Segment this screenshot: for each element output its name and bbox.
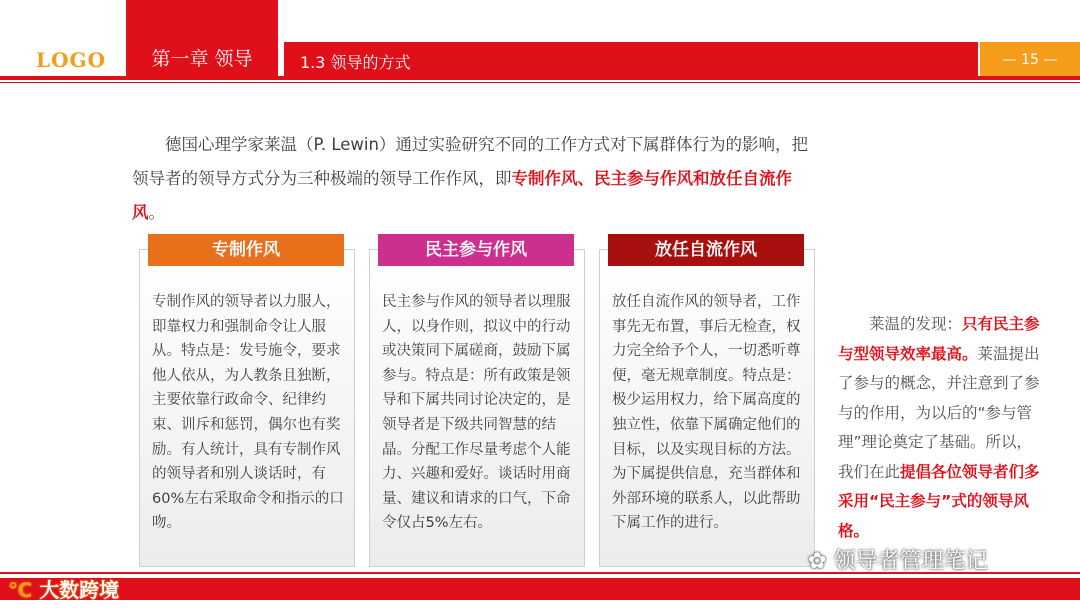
- wechat-icon: ✿: [808, 549, 827, 574]
- page-number: — 15 —: [1002, 52, 1058, 68]
- card-autocratic-title: 专制作风: [148, 234, 344, 266]
- side-note: [838, 310, 1044, 546]
- footer-brand: [8, 574, 119, 603]
- header-divider-thin: [0, 82, 1080, 83]
- logo: LOGO: [36, 48, 106, 72]
- card-laissez-faire-title: 放任自流作风: [608, 234, 804, 266]
- card-democratic-title: 民主参与作风: [378, 234, 574, 266]
- header-divider: [0, 76, 1080, 80]
- intro-end: 。: [148, 203, 165, 222]
- footer-brand-text: 大数跨境: [39, 578, 120, 602]
- side-highlight-2: 提倡各位领导者们多采用“民主参与”式的领导风格。: [838, 462, 1040, 540]
- side-lead: 莱温的发现：: [869, 315, 963, 333]
- watermark: [808, 544, 987, 575]
- footer-bar: [0, 578, 1080, 600]
- side-body: 莱温提出了参与的概念，并注意到了参与的作用，为以后的“参与管理”理论奠定了基础。所以，我们在此: [838, 344, 1040, 481]
- brand-logo-icon: ℃: [8, 578, 33, 602]
- card-democratic-text: 民主参与作风的领导者以理服人，以身作则，拟议中的行动或决策同下属磋商，鼓励下属参与。特点是：所有政策是领导和下属共同讨论决定的，是领导者是下级共同智慧的结晶。分配工作尽量考虑个人能力、兴趣和爱好。谈话时用商量、建议和请求的口气，下命令仅占5%左右。: [382, 294, 571, 532]
- side-highlight-1: 只有民主参与型领导效率最高。: [838, 315, 1040, 363]
- intro-paragraph: [132, 128, 822, 230]
- intro-highlight: 专制作风、民主参与作风和放任自流作风: [132, 169, 792, 222]
- card-autocratic-text: 专制作风的领导者以力服人，即靠权力和强制命令让人服从。特点是：发号施令，要求他人依从，为人教条且独断，主要依靠行政命令、纪律约束、训斥和惩罚，偶尔也有奖励。有人统计，具有专制作风的领导者和别人谈话时，有60%左右采取命令和指示的口吻。: [152, 294, 344, 532]
- section-title: 1.3 领导的方式: [300, 53, 411, 72]
- card-laissez-faire-text: 放任自流作风的领导者，工作事先无布置，事后无检查，权力完全给予个人，一切悉听尊便，毫无规章制度。特点是：极少运用权力，给下属高度的独立性，依靠下属确定他们的目标，以及实现目标的方法。为下属提供信息，充当群体和外部环境的联系人，以此帮助下属工作的进行。: [612, 294, 801, 532]
- chapter-title: 第一章 领导: [151, 48, 253, 70]
- intro-text: 德国心理学家莱温（P. Lewin）通过实验研究不同的工作方式对下属群体行为的影响，把领导者的领导方式分为三种极端的领导工作作风，即: [132, 135, 808, 188]
- watermark-text: 领导者管理笔记: [833, 549, 988, 574]
